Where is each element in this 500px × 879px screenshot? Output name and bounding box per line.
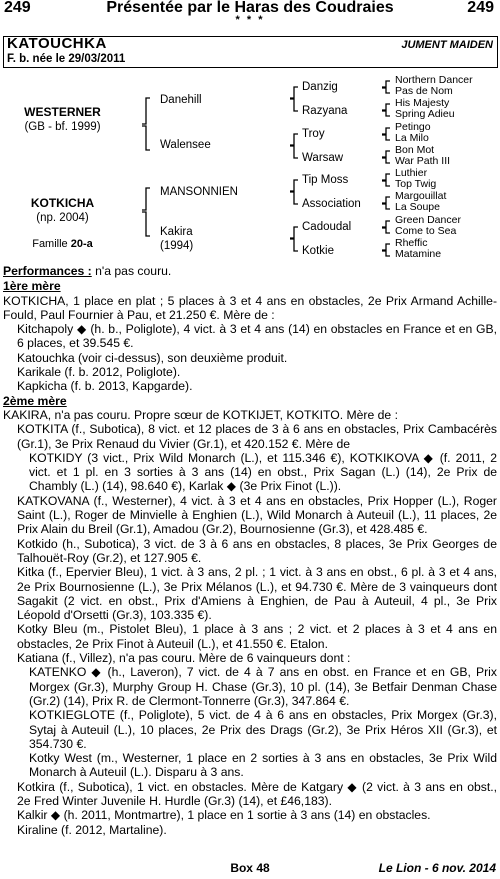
progeny-item: KATKOVANA (f., Westerner), 4 vict. à 3 et 4 ans en obstacles, Prix Hopper (L.), Roger Saint (L.), Roger de Minvielle à Enghien (L.), Wild Monarch à Auteuil (L.), 11 places, 2e Prix Alain du Breil (Gr.1), Amadou (Gr.2), Bournosienne (Gr.3), et 428.485 €. — [17, 493, 497, 537]
progeny-item: Kotkira (f., Subotica), 1 vict. en obstacles. Mère de Katgary ◆ (2 vict. à 3 ans en obst., 2e Fred Winter Juvenile H. Hurdle (Gr.3) (14), et £46,183). — [17, 779, 497, 808]
progeny-item: Karikale (f. b. 2012, Poliglote). — [17, 365, 181, 380]
gen3-8: Kotkie — [302, 245, 334, 257]
second-dam-heading: 2ème mère — [3, 393, 67, 408]
progeny-item: KOTKIEGLOTE (f., Poliglote), 5 vict. de 4 à 6 ans en obstacles, Prix Morgex (Gr.3), Sytaj à Auteuil (L.), 10 places, 2e Prix des Drags (Gr.2), 3e Prix Héros XII (Gr.3), et 354.730 €. — [29, 708, 497, 751]
page-number-right: 249 — [467, 0, 494, 16]
progeny-item: Kitka (f., Epervier Bleu), 1 vict. à 3 ans, 2 pl. ; 1 vict. à 3 ans en obst., 6 pl. à 3 et 4 ans, 2e Prix Bournosienne (L.), 3e Prix Mélanos (L.), et 94.730 €. Mère de 3 vainqueurs dont Sagakit (2 vict. en obst., Prix d'Amiens à Enghien, de Pau à Auteuil, 4 pl., 3e Prix Léopold d'Orsetti (Gr.3), 103.335 €). — [17, 565, 497, 623]
progeny-item: Kitchapoly ◆ (h. b., Poliglote), 4 vict. à 3 et 4 ans (14) en obstacles en France et en GB, 6 places, et 39.545 €. — [17, 322, 497, 351]
dam-info: (np. 2004) — [36, 212, 89, 224]
gen2-sire-dam: Walensee — [160, 139, 211, 151]
first-dam-heading: 1ère mère — [3, 279, 61, 294]
gen2-dam-dam-year: (1994) — [160, 240, 194, 252]
progeny-item: Kotky Bleu (m., Pistolet Bleu), 1 place à 3 ans ; 2 vict. et 2 places à 3 et 4 ans en obstacles, 2e Prix Finot à Auteuil (L.), et 41.550 €. Etalon. — [17, 622, 497, 651]
gen3-6: Association — [302, 198, 361, 210]
dam-family: Famille 20-a — [32, 238, 93, 250]
horse-name: KATOUCHKA — [7, 35, 107, 52]
gen3-2: Razyana — [302, 105, 348, 117]
gen4-7: Green Dancer Come to Sea — [395, 214, 461, 237]
page-header — [0, 0, 500, 26]
gen4-3: Petingo La Milo — [395, 121, 431, 144]
gen2-sire-sire: Danehill — [160, 94, 202, 106]
sire-info: (GB - bf. 1999) — [24, 121, 101, 133]
page-footer — [0, 861, 500, 879]
consignor-title: Présentée par le Haras des Coudraies — [106, 0, 394, 16]
gen3-1: Danzig — [302, 81, 338, 93]
progeny-item: KOTKITA (f., Subotica), 8 vict. et 12 places de 3 à 6 ans en obstacles, Prix Cambacérès (Gr.1), 3e Prix Renaud du Vivier (Gr.1), et 420.152 €. Mère de — [17, 422, 497, 451]
gen3-7: Cadoudal — [302, 221, 352, 233]
horse-status: JUMENT MAIDEN — [401, 39, 493, 51]
gen4-6: Margouillat La Soupe — [395, 190, 447, 213]
progeny-item: Kotkido (h., Subotica), 3 vict. de 3 à 6 ans en obstacles, 8 places, 3e Prix Georges de Talhouët-Roy (Gr.2), et 127.905 €. — [17, 536, 497, 565]
performances-text: n'a pas couru. — [91, 264, 172, 278]
second-dam-intro: KAKIRA, n'a pas couru. Propre sœur de KOTKIJET, KOTKITO. Mère de : — [3, 407, 398, 422]
horse-name-box — [3, 36, 498, 68]
gen4-5: Luthier Top Twig — [395, 167, 437, 190]
progeny-item: Katouchka (voir ci-dessus), son deuxième produit. — [17, 350, 288, 365]
gen3-5: Tip Moss — [302, 174, 349, 186]
page-number-left: 249 — [4, 0, 31, 16]
performances-label: Performances : — [3, 264, 92, 278]
gen4-1: Northern Dancer Pas de Nom — [395, 74, 473, 97]
gen2-dam-sire: MANSONNIEN — [160, 186, 238, 198]
box-number: Box 48 — [230, 861, 270, 875]
catalogue-text — [3, 264, 497, 837]
progeny-item: Kiraline (f. 2012, Martaline). — [17, 822, 167, 837]
gen4-4: Bon Mot War Path III — [395, 144, 451, 167]
sale-source: Le Lion - 6 nov. 2014 — [378, 861, 496, 875]
progeny-item: Katiana (f., Villez), n'a pas couru. Mère de 6 vainqueurs dont : — [17, 651, 351, 666]
header-stars: * * * — [235, 14, 265, 26]
first-dam-text: KOTKICHA, 1 place en plat ; 5 places à 3 et 4 ans en obstacles, 2e Prix Armand Achille-Fould, Paul Fournier à Pau, et 21.250 €. Mère de : — [3, 293, 497, 322]
gen3-3: Troy — [302, 128, 325, 140]
gen4-2: His Majesty Spring Adieu — [395, 97, 455, 120]
progeny-item: KATENKO ◆ (h., Laveron), 7 vict. de 4 à 7 ans en obst. en France et en GB, Prix Morgex (Gr.3), Murphy Group H. Chase (Gr.3), 10 pl. (14), 3e Betfair Denman Chase (Gr.2) (14), Prix R. de Clermont-Tonnerre (Gr.3), 347.864 €. — [29, 665, 497, 708]
dam-name: KOTKICHA — [30, 196, 95, 210]
progeny-item: Kapkicha (f. b. 2013, Kapgarde). — [17, 379, 193, 394]
progeny-item: Kalkir ◆ (h. 2011, Montmartre), 1 place en 1 sortie à 3 ans (14) en obstacles. — [17, 808, 431, 823]
performances-line — [3, 264, 497, 278]
progeny-item: Kotky West (m., Westerner, 1 place en 2 sorties à 3 ans en obstacles, 3e Prix Wild Monarch à Auteuil (L.). Disparu à 3 ans. — [29, 751, 497, 780]
gen2-dam-dam: Kakira — [160, 226, 193, 238]
gen4-8: Rheffic Matamine — [395, 237, 442, 260]
pedigree-chart — [0, 70, 500, 270]
progeny-item: KOTKIDY (3 vict., Prix Wild Monarch (L.), et 115.346 €), KOTKIKOVA ◆ (f. 2011, 2 vict. et 1 pl. en 3 sorties à 3 ans (14) en obst., Prix Sagan (L.) (14), 2e Prix de Chambly (L.) (14), 98.640 €), Karlak ◆ (3e Prix Finot (L.)). — [29, 450, 497, 494]
sire-name: WESTERNER — [24, 105, 101, 119]
gen3-4: Warsaw — [302, 152, 344, 164]
horse-subtitle: F. b. née le 29/03/2011 — [7, 53, 126, 65]
